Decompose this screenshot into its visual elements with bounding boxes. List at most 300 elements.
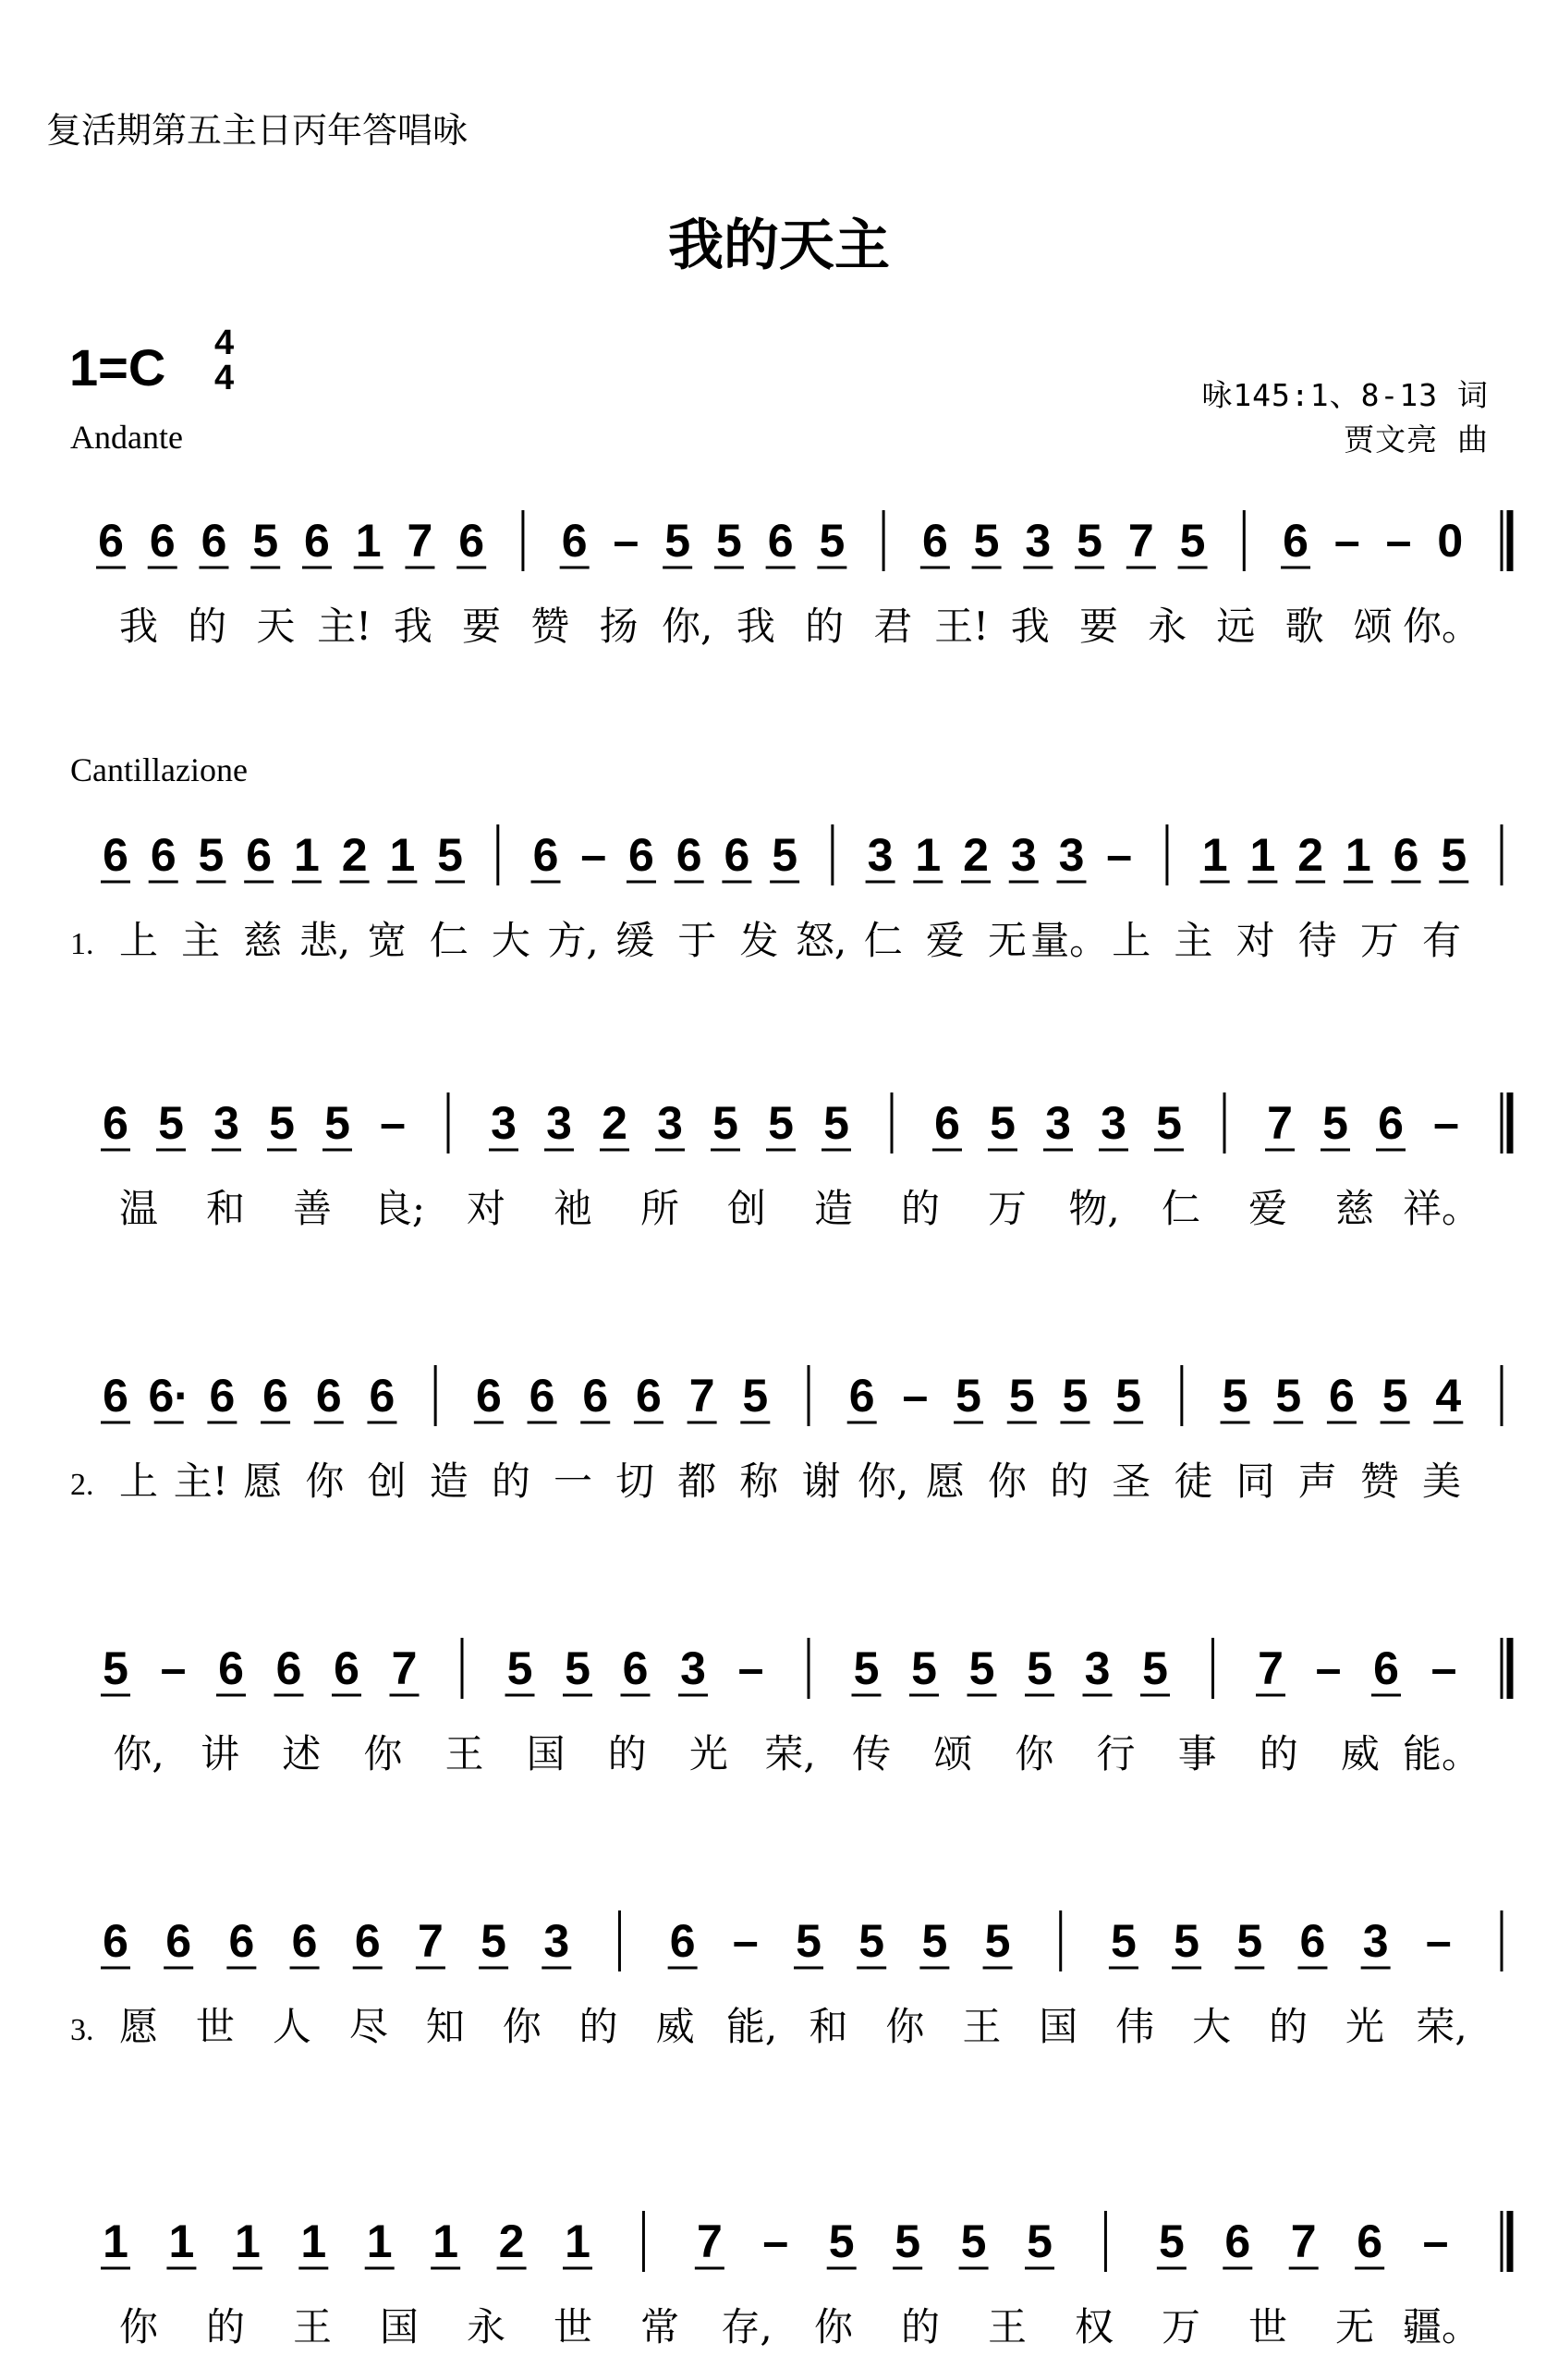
note: 3 (543, 1915, 570, 1967)
lyric-syllable: 永 (466, 2304, 506, 2349)
note: 3 (867, 829, 894, 881)
note: – (1430, 1642, 1457, 1694)
note: 6 (218, 1642, 244, 1694)
score-system-6 (0, 1899, 1558, 2075)
note: 6 (149, 515, 176, 567)
note: 6 (848, 1370, 875, 1422)
note: 6 (103, 1097, 128, 1149)
lyric-syllable: 一 (553, 1459, 593, 1504)
note: 2 (498, 2215, 525, 2267)
lyric-syllable: 述 (282, 1731, 322, 1776)
note: – (1315, 1642, 1342, 1694)
score-system-2 (0, 813, 1558, 989)
note: 5 (506, 1642, 533, 1694)
lyric-syllable: 主 (181, 918, 221, 963)
note: 6 (246, 829, 273, 881)
lyric-syllable: 声 (1297, 1459, 1337, 1504)
note: 5 (911, 1642, 937, 1694)
note: – (1106, 829, 1133, 881)
note: 6 (628, 829, 654, 881)
note: 5 (921, 1915, 948, 1967)
lyric-syllable: 你 (987, 1459, 1028, 1504)
note: 6 (209, 1370, 236, 1422)
lyric-syllable: 愿 (243, 1459, 283, 1504)
lyric-syllable: 荣, (764, 1731, 816, 1776)
note: – (737, 1642, 764, 1694)
lyric-syllable: 国 (526, 1731, 566, 1776)
note: 5 (158, 1097, 184, 1149)
lyric-syllable: 大 (491, 918, 530, 963)
lyric-syllable: 发 (739, 918, 779, 963)
lyric-syllable: 天 (256, 604, 296, 649)
note: 5 (1322, 1097, 1348, 1149)
note: – (580, 829, 607, 881)
note: 1 (915, 829, 942, 881)
lyric-syllable: 的 (205, 2304, 246, 2349)
note: 5 (565, 1642, 590, 1694)
note: 6· (148, 1370, 189, 1422)
note: 7 (418, 1915, 444, 1967)
note: 5 (1382, 1370, 1408, 1422)
time-signature-top: 4 (214, 323, 235, 362)
note: 6 (103, 1370, 128, 1422)
lyric-syllable: 我 (393, 604, 432, 649)
note: – (762, 2215, 789, 2267)
note: 5 (1027, 2215, 1053, 2267)
lyric-syllable: 无 (1334, 2304, 1375, 2349)
lyric-syllable: 的 (1269, 2004, 1308, 2049)
lyric-syllable: 你 (1015, 1731, 1054, 1776)
lyric-syllable: 大 (1192, 2004, 1232, 2049)
lyric-syllable: 你, (113, 1731, 164, 1776)
lyric-syllable: 善 (292, 1186, 333, 1231)
lyric-syllable: 你 (363, 1731, 403, 1776)
note: 5 (481, 1915, 506, 1967)
page-title: 我的天主 (668, 214, 890, 278)
note: 3 (1084, 1642, 1111, 1694)
note: – (613, 515, 639, 567)
lyric-syllable: 待 (1297, 918, 1337, 963)
note: 5 (1179, 515, 1206, 567)
lyric-syllable: 对 (466, 1186, 506, 1231)
lyric-syllable: 主 (1174, 918, 1213, 963)
note: 6 (561, 515, 588, 567)
note: 5 (1142, 1642, 1168, 1694)
lyric-syllable: 世 (1248, 2304, 1288, 2349)
note: 1 (300, 2215, 327, 2267)
note: 1 (234, 2215, 261, 2267)
note: 6 (475, 1370, 502, 1422)
lyric-syllable: 你 (305, 1459, 345, 1504)
verse-number: 3. (70, 2013, 94, 2047)
tempo-marking: Andante (70, 419, 183, 456)
lyric-syllable: 对 (1235, 918, 1275, 963)
lyric-syllable: 造 (813, 1186, 854, 1231)
lyric-syllable: 上 (1112, 918, 1151, 963)
note: 5 (1077, 515, 1102, 567)
note: 6 (165, 1915, 192, 1967)
note: 0 (1437, 515, 1464, 567)
note: 3 (546, 1097, 572, 1149)
verse-number: 1. (70, 927, 94, 961)
lyric-syllable: 存, (721, 2304, 773, 2349)
lyric-syllable: 于 (677, 918, 717, 963)
note: 1 (565, 2215, 590, 2267)
note: 6 (622, 1642, 649, 1694)
note: 5 (1156, 1097, 1182, 1149)
lyric-syllable: 你 (502, 2004, 542, 2049)
note: 6 (150, 829, 176, 881)
lyric-syllable: 有 (1421, 918, 1462, 963)
lyric-syllable: 我 (118, 604, 159, 649)
note: 1 (389, 829, 416, 881)
lyric-syllable: 所 (639, 1186, 680, 1231)
note: 6 (1224, 2215, 1251, 2267)
note: 2 (963, 829, 989, 881)
lyric-syllable: 美 (1421, 1459, 1462, 1504)
lyric-syllable: 我 (736, 604, 775, 649)
note: 7 (688, 1370, 715, 1422)
note: 6 (921, 515, 948, 567)
lyric-syllable: 方, (547, 918, 599, 963)
key-signature: 1=C (69, 338, 166, 397)
note: 5 (984, 1915, 1011, 1967)
note: 6 (767, 515, 794, 567)
lyric-syllable: 怒, (795, 918, 847, 963)
lyric-syllable: 荣, (1416, 2004, 1467, 2049)
lyric-syllable: 的 (1050, 1459, 1089, 1504)
note: 6 (724, 829, 750, 881)
lyric-syllable: 愿 (118, 2004, 159, 2049)
note: 6 (1373, 1642, 1399, 1694)
lyric-syllable: 同 (1235, 1459, 1275, 1504)
note: 5 (437, 829, 463, 881)
note: 2 (602, 1097, 627, 1149)
lyric-syllable: 量。 (1030, 918, 1109, 963)
note: – (1385, 515, 1412, 567)
note: 1 (432, 2215, 459, 2267)
note: 6 (1378, 1097, 1404, 1149)
note: 6 (582, 1370, 609, 1422)
note: – (902, 1370, 929, 1422)
note: 5 (324, 1097, 350, 1149)
note: 5 (1008, 1370, 1035, 1422)
lyric-syllable: 创 (726, 1186, 767, 1231)
lyric-syllable: 你, (858, 1459, 909, 1504)
note: 5 (772, 829, 798, 881)
lyric-syllable: 徒 (1174, 1459, 1213, 1504)
note: 5 (1115, 1370, 1142, 1422)
note: 6 (262, 1370, 288, 1422)
lyric-syllable: 知 (425, 2004, 465, 2049)
lyric-syllable: 万 (987, 1186, 1028, 1231)
note: 5 (715, 515, 742, 567)
lyric-syllable: 王 (444, 1731, 484, 1776)
note: 3 (1362, 1915, 1389, 1967)
lyric-syllable: 祂 (553, 1186, 593, 1231)
lyric-syllable: 缓 (615, 918, 655, 963)
note: 6 (669, 1915, 696, 1967)
lyric-syllable: 仁 (429, 918, 469, 963)
note: 5 (858, 1915, 885, 1967)
note: – (1333, 515, 1360, 567)
lyric-syllable: 物, (1068, 1186, 1120, 1231)
note: 7 (1267, 1097, 1293, 1149)
note: 5 (198, 829, 225, 881)
note: 6 (458, 515, 485, 567)
note: 6 (354, 1915, 381, 1967)
lyric-syllable: 你, (662, 604, 713, 649)
lyric-syllable: 的 (900, 2304, 941, 2349)
note: – (1425, 1915, 1452, 1967)
lyric-syllable: 你。 (1402, 604, 1481, 649)
lyric-syllable: 扬 (599, 604, 639, 649)
lyric-syllable: 和 (205, 1186, 246, 1231)
lyric-syllable: 疆。 (1402, 2304, 1481, 2349)
lyric-syllable: 万 (1161, 2304, 1201, 2349)
time-signature (214, 325, 234, 396)
lyric-syllable: 的 (900, 1186, 941, 1231)
note: 5 (1111, 1915, 1137, 1967)
lyric-syllable: 君 (873, 604, 913, 649)
note: 6 (1283, 515, 1308, 567)
note: 6 (201, 515, 227, 567)
lyric-syllable: 上 (118, 918, 159, 963)
note: 6 (1299, 1915, 1326, 1967)
note: 7 (1258, 1642, 1284, 1694)
lyric-syllable: 万 (1359, 918, 1399, 963)
note: 5 (742, 1370, 769, 1422)
lyric-syllable: 王! (934, 604, 989, 649)
note: 5 (712, 1097, 738, 1149)
lyric-syllable: 你 (813, 2304, 854, 2349)
note: 6 (291, 1915, 318, 1967)
lyric-syllable: 都 (677, 1459, 717, 1504)
lyric-syllable: 赞 (1359, 1459, 1399, 1504)
note: – (160, 1642, 187, 1694)
note: 5 (1027, 1642, 1053, 1694)
note: 6 (369, 1370, 396, 1422)
lyric-syllable: 要 (1078, 604, 1118, 649)
score-system-1 (0, 499, 1558, 675)
note: 6 (934, 1097, 960, 1149)
note: 7 (391, 1642, 418, 1694)
lyric-syllable: 你 (885, 2004, 925, 2049)
lyric-syllable: 要 (462, 604, 502, 649)
note: 5 (955, 1370, 981, 1422)
note: 5 (269, 1097, 295, 1149)
note: 7 (1127, 515, 1154, 567)
note: 3 (1045, 1097, 1071, 1149)
note: 1 (366, 2215, 393, 2267)
lyric-syllable: 讲 (201, 1731, 240, 1776)
note: 6 (315, 1370, 342, 1422)
lyric-syllable: 上 (118, 1459, 159, 1504)
lyric-syllable: 切 (615, 1459, 655, 1504)
note: 2 (341, 829, 368, 881)
page-subtitle: 复活期第五主日丙年答唱咏 (46, 110, 469, 151)
note: 1 (355, 515, 382, 567)
note: 5 (990, 1097, 1016, 1149)
lyric-syllable: 的 (607, 1731, 647, 1776)
note: 5 (853, 1642, 880, 1694)
lyric-syllable: 爱 (1248, 1186, 1288, 1231)
lyric-syllable: 宽 (367, 918, 407, 963)
lyric-syllable: 愿 (925, 1459, 965, 1504)
lyric-syllable: 良; (372, 1186, 426, 1231)
lyric-syllable: 的 (578, 2004, 618, 2049)
lyric-syllable: 国 (1039, 2004, 1078, 2049)
note: 4 (1435, 1370, 1462, 1422)
note: 6 (103, 1915, 128, 1967)
note: 3 (213, 1097, 239, 1149)
lyric-syllable: 光 (1345, 2004, 1385, 2049)
note: – (380, 1097, 406, 1149)
lyric-syllable: 和 (809, 2004, 848, 2049)
note: 5 (103, 1642, 128, 1694)
lyric-syllable: 创 (367, 1459, 407, 1504)
lyric-syllable: 事 (1177, 1731, 1217, 1776)
note: 6 (228, 1915, 255, 1967)
note: 3 (491, 1097, 517, 1149)
lyric-syllable: 慈 (243, 918, 283, 963)
note: 5 (828, 2215, 855, 2267)
lyric-syllable: 的 (188, 604, 227, 649)
lyric-syllable: 常 (639, 2304, 680, 2349)
lyric-syllable: 尽 (348, 2004, 388, 2049)
note: 6 (532, 829, 559, 881)
note: 3 (1101, 1097, 1126, 1149)
lyric-syllable: 的 (1259, 1731, 1298, 1776)
note: – (1422, 2215, 1449, 2267)
note: – (732, 1915, 759, 1967)
lyric-syllable: 主! (173, 1459, 228, 1504)
note: 5 (1174, 1915, 1199, 1967)
note: 5 (1158, 2215, 1185, 2267)
lyric-syllable: 传 (852, 1731, 892, 1776)
note: 6 (1329, 1370, 1355, 1422)
lyric-syllable: 的 (805, 604, 845, 649)
note: 6 (676, 829, 702, 881)
note: 5 (1236, 1915, 1263, 1967)
note: 6 (1357, 2215, 1383, 2267)
lyric-syllable: 圣 (1112, 1459, 1151, 1504)
note: 3 (657, 1097, 683, 1149)
note: 6 (275, 1642, 302, 1694)
note: 1 (1249, 829, 1276, 881)
note: – (1433, 1097, 1459, 1149)
note: 1 (1201, 829, 1228, 881)
note: 7 (696, 2215, 723, 2267)
note: 1 (1345, 829, 1371, 881)
lyric-syllable: 权 (1074, 2304, 1114, 2349)
lyric-syllable: 远 (1216, 604, 1256, 649)
lyric-syllable: 颂 (933, 1731, 973, 1776)
lyric-syllable: 造 (429, 1459, 469, 1504)
lyric-syllable: 慈 (1334, 1186, 1375, 1231)
lyric-syllable: 威 (655, 2004, 695, 2049)
note: 3 (1010, 829, 1037, 881)
note: 5 (973, 515, 1000, 567)
lyric-syllable: 的 (491, 1459, 530, 1504)
lyric-syllable: 人 (272, 2004, 311, 2049)
note: 7 (1290, 2215, 1317, 2267)
note: 6 (334, 1642, 359, 1694)
lyric-syllable: 谢 (801, 1459, 841, 1504)
lyric-syllable: 祥。 (1402, 1186, 1481, 1231)
note: 5 (252, 515, 279, 567)
lyric-syllable: 称 (739, 1459, 779, 1504)
lyric-syllable: 世 (195, 2004, 235, 2049)
note: 2 (1297, 829, 1324, 881)
lyric-syllable: 世 (553, 2304, 593, 2349)
note: 5 (895, 2215, 921, 2267)
note: 5 (1275, 1370, 1302, 1422)
note: 5 (968, 1642, 995, 1694)
note: 5 (960, 2215, 987, 2267)
lyric-syllable: 悲, (298, 918, 351, 963)
lyric-syllable: 伟 (1115, 2004, 1155, 2049)
note: 6 (304, 515, 330, 567)
lyric-syllable: 王 (987, 2304, 1028, 2349)
note: 6 (103, 829, 128, 881)
lyric-syllable: 王 (292, 2304, 333, 2349)
note: 5 (1441, 829, 1467, 881)
lyric-syllable: 无 (987, 918, 1028, 963)
lyric-syllable: 爱 (925, 918, 965, 963)
lyric-syllable: 能, (725, 2004, 778, 2049)
lyric-syllable: 仁 (863, 918, 903, 963)
lyric-syllable: 仁 (1161, 1186, 1201, 1231)
lyric-syllable: 国 (379, 2304, 420, 2349)
lyric-syllable: 主! (317, 604, 372, 649)
score-system-7 (0, 2200, 1558, 2375)
lyric-syllable: 能。 (1402, 1731, 1481, 1776)
lyric-syllable: 威 (1340, 1731, 1380, 1776)
lyric-syllable: 永 (1148, 604, 1187, 649)
note: 5 (823, 1097, 849, 1149)
composer-credit: 贾文亮 曲 (1344, 421, 1489, 458)
section-marking: Cantillazione (70, 751, 248, 788)
lyric-syllable: 你 (118, 2304, 159, 2349)
note: 6 (529, 1370, 555, 1422)
lyric-syllable: 王 (962, 2004, 1002, 2049)
note: 3 (1025, 515, 1052, 567)
lyric-syllable: 行 (1096, 1731, 1136, 1776)
lyric-syllable: 温 (118, 1186, 159, 1231)
lyric-syllable: 颂 (1353, 604, 1393, 649)
note: 5 (664, 515, 691, 567)
time-signature-bottom: 4 (214, 359, 235, 397)
lyric-syllable: 赞 (530, 604, 570, 649)
note: 3 (1058, 829, 1085, 881)
note: 5 (1062, 1370, 1089, 1422)
lyric-syllable: 我 (1010, 604, 1050, 649)
score-system-3 (0, 1081, 1558, 1257)
note: 6 (1393, 829, 1419, 881)
lyric-syllable: 歌 (1284, 604, 1324, 649)
note: 5 (796, 1915, 822, 1967)
lyric-syllable: 光 (688, 1731, 728, 1776)
note: 5 (768, 1097, 794, 1149)
note: 6 (636, 1370, 662, 1422)
note: 5 (819, 515, 846, 567)
lyricist-credit: 咏145:1、8-13 词 (1201, 377, 1489, 413)
note: 1 (293, 829, 320, 881)
note: 1 (168, 2215, 195, 2267)
verse-number: 2. (70, 1468, 94, 1502)
note: 3 (680, 1642, 706, 1694)
